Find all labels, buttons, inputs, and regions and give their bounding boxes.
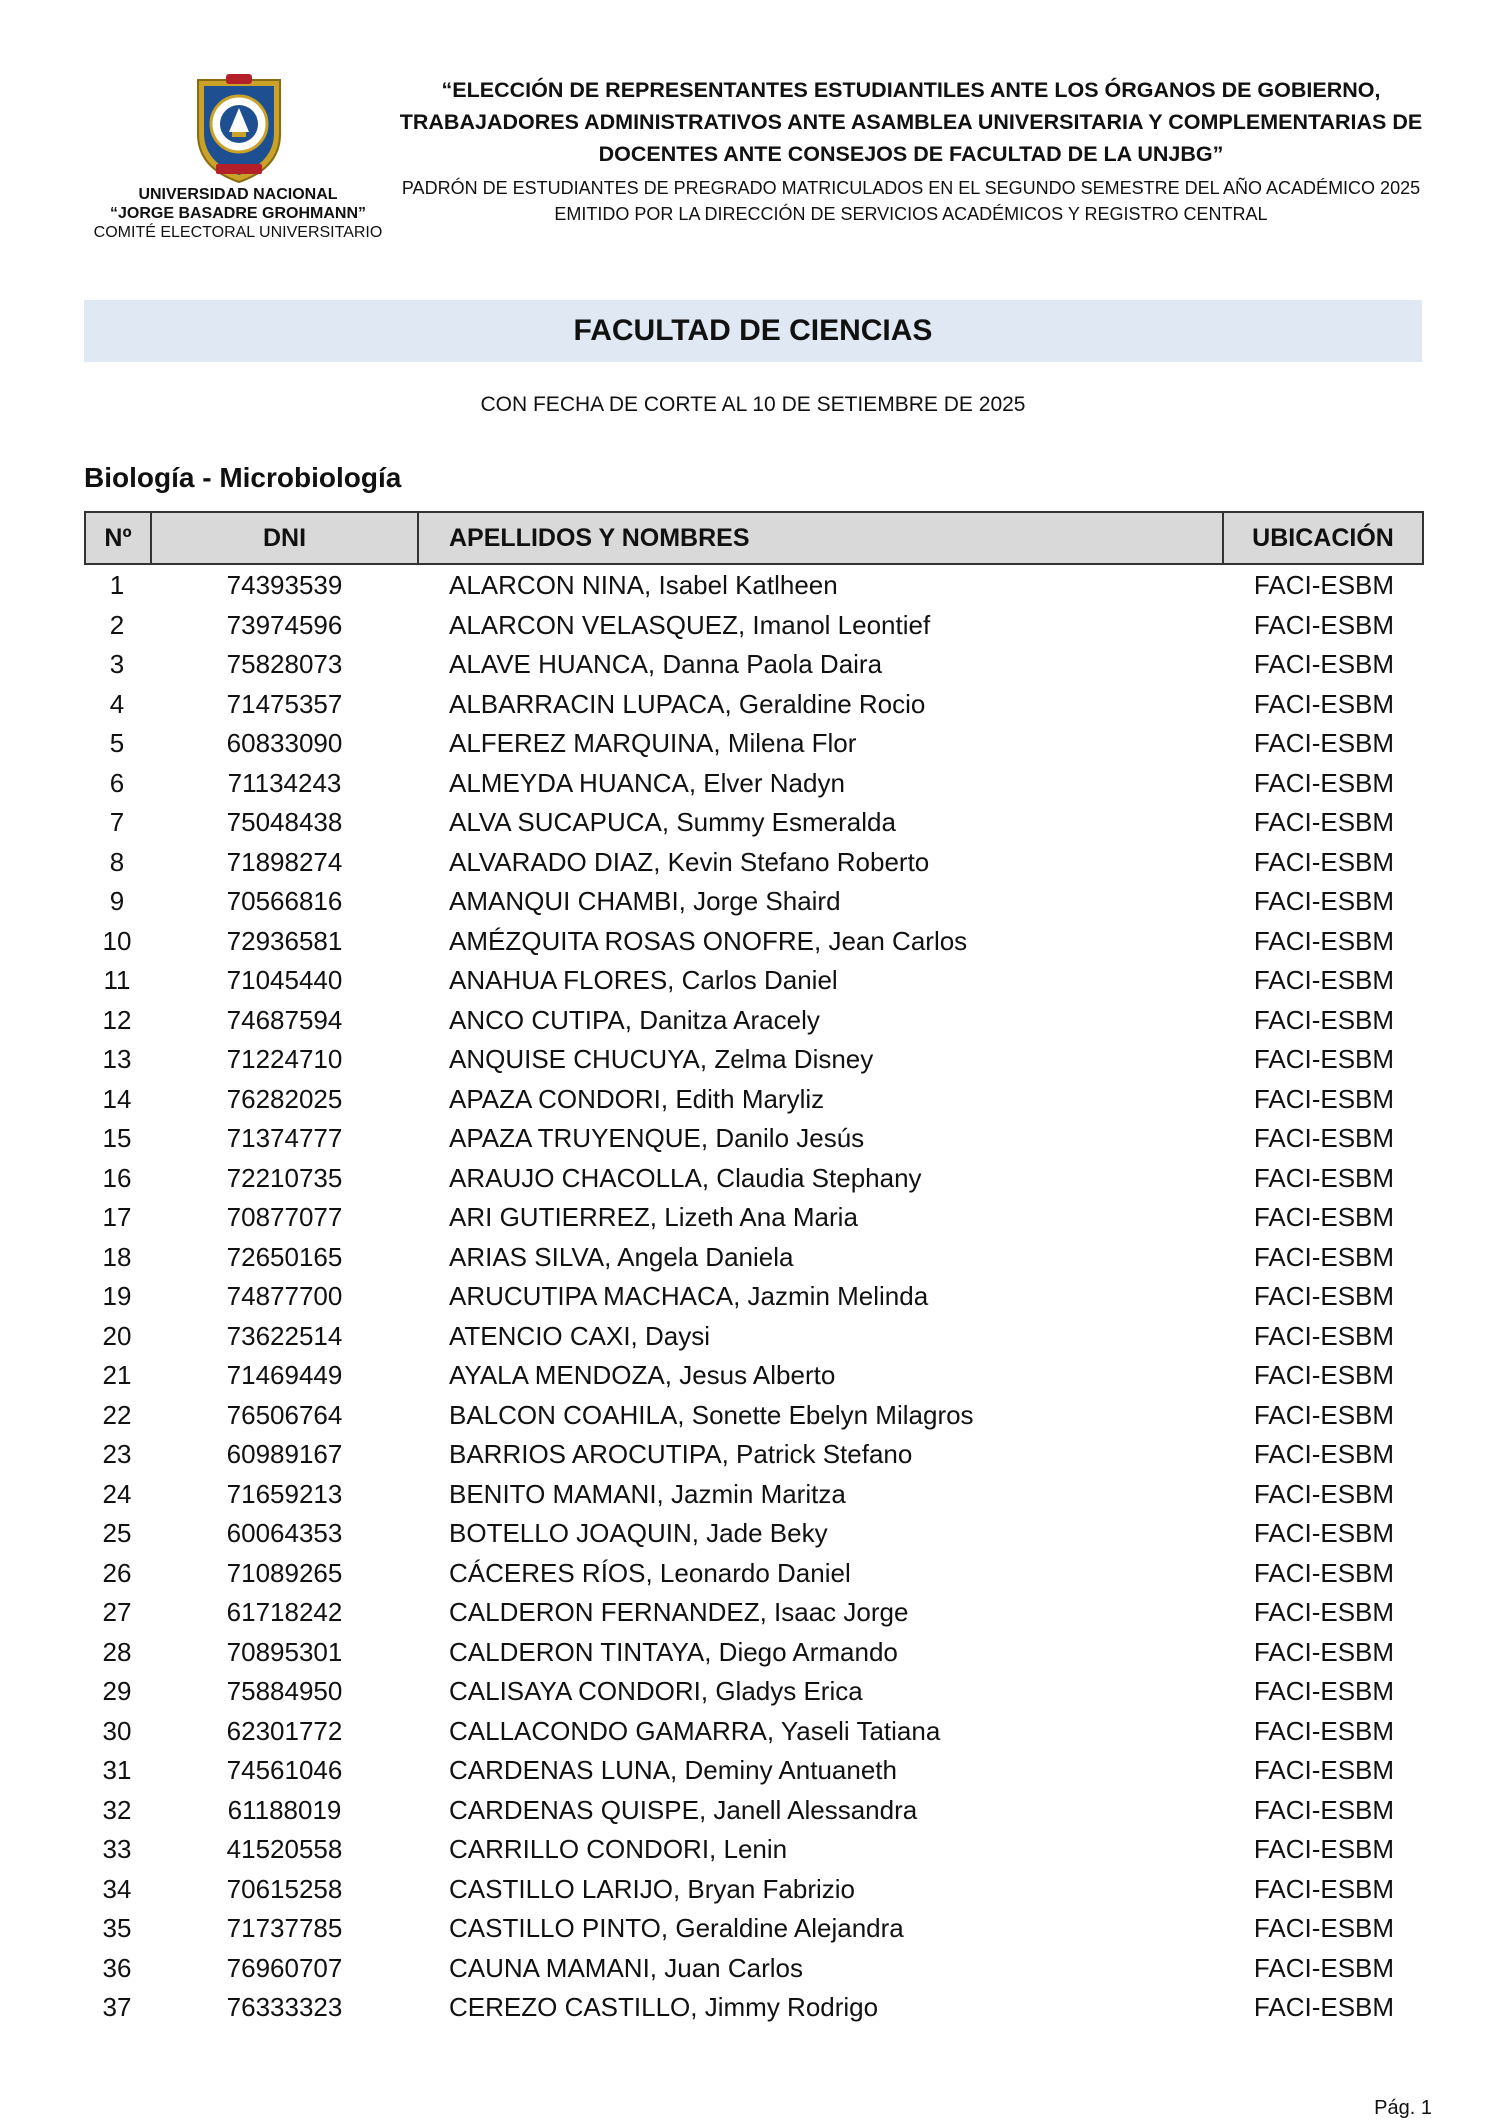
row-full-name: CAUNA MAMANI, Juan Carlos [449,1952,803,1983]
row-location: FACI-ESBM [1253,570,1395,601]
row-number: 34 [102,1873,132,1904]
row-number: 3 [109,649,125,680]
row-full-name: CASTILLO LARIJO, Bryan Fabrizio [449,1873,856,1904]
student-table-body [84,566,1422,2028]
row-full-name: CARDENAS QUISPE, Janell Alessandra [449,1794,918,1825]
row-dni: 72210735 [226,1162,343,1193]
row-number: 9 [109,886,125,917]
table-row [84,1712,1422,1752]
row-full-name: CARDENAS LUNA, Deminy Antuaneth [449,1755,897,1786]
university-name-line1: UNIVERSIDAD NACIONAL [138,186,338,203]
row-full-name: CALDERON TINTAYA, Diego Armando [449,1636,898,1667]
row-number: 5 [109,728,125,759]
row-dni: 73622514 [226,1320,343,1351]
election-title-line: “ELECCIÓN DE REPRESENTANTES ESTUDIANTILES ANTE LOS ÓRGANOS DE GOBIERNO, [441,78,1381,102]
row-dni: 72936581 [226,925,343,956]
row-full-name: ARI GUTIERREZ, Lizeth Ana Maria [449,1202,858,1233]
table-row [84,922,1422,962]
row-dni: 76960707 [226,1952,343,1983]
row-number: 37 [102,1992,132,2023]
row-dni: 73974596 [226,609,343,640]
row-number: 21 [102,1360,132,1391]
row-full-name: APAZA CONDORI, Edith Maryliz [449,1083,825,1114]
table-header [84,511,1424,565]
row-dni: 60989167 [226,1439,343,1470]
row-location: FACI-ESBM [1253,1676,1395,1707]
row-full-name: CALDERON FERNANDEZ, Isaac Jorge [449,1597,909,1628]
row-full-name: ALVA SUCAPUCA, Summy Esmeralda [449,807,896,838]
table-row [84,1238,1422,1278]
row-location: FACI-ESBM [1253,1952,1395,1983]
column-header-name: APELLIDOS Y NOMBRES [419,513,1224,563]
row-full-name: CEREZO CASTILLO, Jimmy Rodrigo [449,1992,879,2023]
row-full-name: CÁCERES RÍOS, Leonardo Daniel [449,1557,851,1588]
column-header-location: UBICACIÓN [1252,523,1394,552]
row-location: FACI-ESBM [1253,1518,1395,1549]
row-number: 11 [103,965,131,996]
row-full-name: ALARCON VELASQUEZ, Imanol Leontief [449,609,931,640]
row-dni: 71089265 [226,1557,343,1588]
table-row [84,1751,1422,1791]
row-dni: 76282025 [226,1083,343,1114]
row-full-name: APAZA TRUYENQUE, Danilo Jesús [449,1123,865,1154]
row-location: FACI-ESBM [1253,1320,1395,1351]
row-number: 30 [102,1715,132,1746]
row-full-name: AMÉZQUITA ROSAS ONOFRE, Jean Carlos [449,925,968,956]
row-number: 32 [102,1794,132,1825]
row-dni: 70895301 [226,1636,343,1667]
row-dni: 76506764 [226,1399,343,1430]
table-row [84,1909,1422,1949]
table-row [84,1080,1422,1120]
table-row [84,645,1422,685]
row-number: 28 [102,1636,132,1667]
table-row [84,882,1422,922]
row-location: FACI-ESBM [1253,1202,1395,1233]
row-location: FACI-ESBM [1253,1755,1395,1786]
row-dni: 71469449 [226,1360,343,1391]
row-number: 4 [109,688,125,719]
row-number: 17 [102,1202,132,1233]
row-location: FACI-ESBM [1253,1557,1395,1588]
cutoff-date: CON FECHA DE CORTE AL 10 DE SETIEMBRE DE 2025 [480,393,1026,416]
table-row [84,1159,1422,1199]
column-header-dni: DNI [152,513,419,563]
row-location: FACI-ESBM [1253,1399,1395,1430]
row-dni: 71134243 [227,767,342,798]
row-number: 22 [102,1399,132,1430]
row-dni: 60833090 [226,728,343,759]
row-location: FACI-ESBM [1253,1834,1395,1865]
row-number: 20 [102,1320,132,1351]
row-full-name: AMANQUI CHAMBI, Jorge Shaird [449,886,841,917]
table-row [84,1317,1422,1357]
row-location: FACI-ESBM [1253,807,1395,838]
row-dni: 61718242 [226,1597,343,1628]
row-number: 25 [102,1518,132,1549]
table-row [84,1593,1422,1633]
table-row [84,803,1422,843]
page-number: Pág. 1 [1374,2097,1432,2119]
row-number: 7 [109,807,125,838]
row-dni: 72650165 [226,1241,343,1272]
faculty-title: FACULTAD DE CIENCIAS [573,314,933,347]
career-heading: Biología - Microbiología [84,462,402,493]
row-number: 6 [109,767,125,798]
row-dni: 74393539 [226,570,343,601]
row-full-name: ALARCON NINA, Isabel Katlheen [449,570,838,601]
row-dni: 76333323 [226,1992,343,2023]
row-full-name: AYALA MENDOZA, Jesus Alberto [449,1360,836,1391]
election-title [386,74,1436,170]
row-number: 16 [102,1162,132,1193]
row-number: 26 [102,1557,132,1588]
row-number: 2 [109,609,125,640]
row-location: FACI-ESBM [1253,767,1395,798]
row-location: FACI-ESBM [1253,965,1395,996]
row-location: FACI-ESBM [1253,728,1395,759]
roll-subtitle [386,175,1436,227]
row-number: 31 [102,1755,132,1786]
row-location: FACI-ESBM [1253,1794,1395,1825]
table-row [84,1672,1422,1712]
row-number: 13 [102,1044,132,1075]
row-location: FACI-ESBM [1253,1281,1395,1312]
table-row [84,1356,1422,1396]
table-row [84,1514,1422,1554]
row-dni: 41520558 [226,1834,343,1865]
table-row [84,685,1422,725]
row-full-name: BENITO MAMANI, Jazmin Maritza [449,1478,846,1509]
row-full-name: ANAHUA FLORES, Carlos Daniel [449,965,838,996]
row-location: FACI-ESBM [1253,1360,1395,1391]
row-full-name: ALBARRACIN LUPACA, Geraldine Rocio [449,688,926,719]
row-number: 19 [102,1281,132,1312]
row-number: 24 [102,1478,132,1509]
table-row [84,1988,1422,2028]
row-full-name: ARUCUTIPA MACHACA, Jazmin Melinda [449,1281,929,1312]
table-row [84,1198,1422,1238]
row-dni: 70877077 [226,1202,343,1233]
university-seal-icon [192,72,286,184]
row-number: 18 [102,1241,132,1272]
table-row [84,566,1422,606]
row-location: FACI-ESBM [1253,1044,1395,1075]
column-header-number: Nº [86,513,152,563]
row-location: FACI-ESBM [1253,1597,1395,1628]
roll-description: PADRÓN DE ESTUDIANTES DE PREGRADO MATRICULADOS EN EL SEGUNDO SEMESTRE DEL AÑO ACADÉMICO 2025 [401,178,1421,198]
row-location: FACI-ESBM [1253,1636,1395,1667]
row-location: FACI-ESBM [1253,1873,1395,1904]
electoral-committee: COMITÉ ELECTORAL UNIVERSITARIO [93,224,383,241]
row-number: 14 [102,1083,132,1114]
row-dni: 71374777 [226,1123,343,1154]
row-full-name: CASTILLO PINTO, Geraldine Alejandra [449,1913,904,1944]
row-number: 33 [102,1834,132,1865]
table-row [84,1791,1422,1831]
table-row [84,1949,1422,1989]
row-dni: 74561046 [226,1755,343,1786]
row-full-name: ANCO CUTIPA, Danitza Aracely [449,1004,820,1035]
university-name-line2: “JORGE BASADRE GROHMANN” [109,205,366,222]
row-dni: 61188019 [227,1794,342,1825]
row-number: 27 [102,1597,132,1628]
row-dni: 74877700 [226,1281,343,1312]
row-full-name: BARRIOS AROCUTIPA, Patrick Stefano [449,1439,913,1470]
row-location: FACI-ESBM [1253,1083,1395,1114]
row-location: FACI-ESBM [1253,1992,1395,2023]
row-number: 35 [102,1913,132,1944]
row-location: FACI-ESBM [1253,886,1395,917]
table-row [84,1396,1422,1436]
row-full-name: ARAUJO CHACOLLA, Claudia Stephany [449,1162,922,1193]
row-full-name: ATENCIO CAXI, Daysi [449,1320,711,1351]
row-location: FACI-ESBM [1253,1913,1395,1944]
table-row [84,1435,1422,1475]
row-dni: 71737785 [226,1913,343,1944]
row-location: FACI-ESBM [1253,925,1395,956]
row-number: 1 [109,570,125,601]
row-location: FACI-ESBM [1253,1004,1395,1035]
row-location: FACI-ESBM [1253,1241,1395,1272]
table-row [84,1830,1422,1870]
row-number: 12 [102,1004,132,1035]
row-full-name: CARRILLO CONDORI, Lenin [449,1834,788,1865]
election-title-line: TRABAJADORES ADMINISTRATIVOS ANTE ASAMBLEA UNIVERSITARIA Y COMPLEMENTARIAS DE [399,110,1423,134]
row-location: FACI-ESBM [1253,1478,1395,1509]
table-row [84,843,1422,883]
table-row [84,1633,1422,1673]
university-name-block [84,185,392,242]
issuer-line: EMITIDO POR LA DIRECCIÓN DE SERVICIOS ACADÉMICOS Y REGISTRO CENTRAL [554,204,1268,224]
row-number: 10 [102,925,132,956]
row-dni: 75884950 [226,1676,343,1707]
row-dni: 71475357 [226,688,343,719]
row-full-name: ANQUISE CHUCUYA, Zelma Disney [449,1044,874,1075]
row-location: FACI-ESBM [1253,1439,1395,1470]
row-dni: 71045440 [226,965,343,996]
row-location: FACI-ESBM [1253,1123,1395,1154]
row-location: FACI-ESBM [1253,1162,1395,1193]
table-row [84,1040,1422,1080]
table-row [84,606,1422,646]
row-full-name: BOTELLO JOAQUIN, Jade Beky [449,1518,828,1549]
row-full-name: ALAVE HUANCA, Danna Paola Daira [449,649,883,680]
row-location: FACI-ESBM [1253,1715,1395,1746]
row-location: FACI-ESBM [1253,649,1395,680]
row-location: FACI-ESBM [1253,609,1395,640]
table-row [84,1475,1422,1515]
row-dni: 75828073 [226,649,343,680]
row-number: 8 [109,846,125,877]
row-full-name: ALFEREZ MARQUINA, Milena Flor [449,728,857,759]
election-title-line: DOCENTES ANTE CONSEJOS DE FACULTAD DE LA UNJBG” [598,142,1224,166]
table-row [84,764,1422,804]
row-location: FACI-ESBM [1253,846,1395,877]
row-dni: 74687594 [226,1004,343,1035]
table-row [84,724,1422,764]
row-dni: 60064353 [226,1518,343,1549]
row-number: 29 [102,1676,132,1707]
row-dni: 70566816 [226,886,343,917]
table-row [84,1277,1422,1317]
table-row [84,1870,1422,1910]
row-full-name: CALISAYA CONDORI, Gladys Erica [449,1676,863,1707]
row-number: 36 [102,1952,132,1983]
row-full-name: BALCON COAHILA, Sonette Ebelyn Milagros [449,1399,974,1430]
row-dni: 70615258 [226,1873,343,1904]
row-location: FACI-ESBM [1253,688,1395,719]
row-number: 23 [102,1439,132,1470]
table-row [84,1119,1422,1159]
table-row [84,961,1422,1001]
row-full-name: CALLACONDO GAMARRA, Yaseli Tatiana [449,1715,941,1746]
row-dni: 71224710 [226,1044,343,1075]
table-row [84,1554,1422,1594]
document-header [0,0,1500,260]
row-dni: 71898274 [226,846,343,877]
row-dni: 71659213 [226,1478,343,1509]
row-number: 15 [102,1123,132,1154]
row-dni: 62301772 [226,1715,343,1746]
table-row [84,1001,1422,1041]
row-dni: 75048438 [226,807,343,838]
row-full-name: ALVARADO DIAZ, Kevin Stefano Roberto [449,846,930,877]
faculty-banner [84,300,1422,362]
row-full-name: ARIAS SILVA, Angela Daniela [449,1241,794,1272]
row-full-name: ALMEYDA HUANCA, Elver Nadyn [449,767,845,798]
